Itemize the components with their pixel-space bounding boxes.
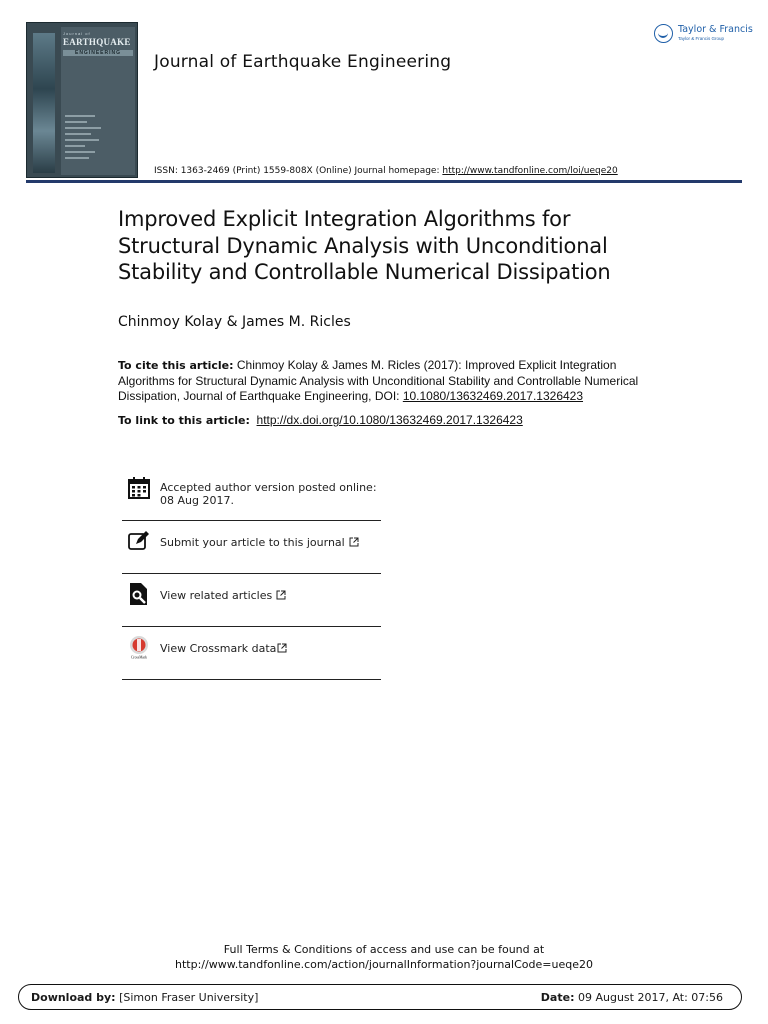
related-articles-link[interactable]: View related articles (160, 589, 273, 602)
download-by (31, 991, 258, 1004)
search-document-icon (127, 582, 151, 606)
issn-line (154, 166, 618, 176)
journal-homepage-link[interactable]: http://www.tandfonline.com/loi/ueqe20 (442, 166, 618, 176)
publisher-name: Taylor & Francis (678, 24, 753, 35)
external-link-icon (277, 643, 287, 653)
issn-text: ISSN: 1363-2469 (Print) 1559-808X (Online) Journal homepage: (154, 166, 443, 176)
cite-label: To cite this article: (118, 359, 234, 372)
article-title: Improved Explicit Integration Algorithms for Structural Dynamic Analysis with Unconditional Stability and Controllable Numerical Dissipation (118, 207, 611, 284)
info-item-accepted (122, 468, 381, 521)
external-link-icon (349, 537, 359, 547)
cover-title-text: EARTHQUAKE (63, 37, 131, 47)
download-date (541, 991, 723, 1004)
terms-link[interactable]: http://www.tandfonline.com/action/journalInformation?journalCode=ueqe20 (175, 958, 593, 971)
journal-cover-image (26, 22, 138, 178)
cover-small-text: Journal of (63, 31, 91, 36)
submit-article-link[interactable]: Submit your article to this journal (160, 536, 345, 549)
cover-text-lines (65, 115, 105, 163)
terms-line-1: Full Terms & Conditions of access and use can be found at (223, 943, 545, 956)
article-link-block (118, 413, 523, 427)
cover-column-graphic (33, 33, 55, 173)
info-item-submit[interactable] (122, 521, 381, 574)
edit-icon (127, 529, 151, 553)
publisher-subname: Taylor & Francis Group (678, 36, 725, 41)
info-item-label (160, 590, 286, 603)
article-authors: Chinmoy Kolay & James M. Ricles (118, 314, 351, 330)
crossmark-link[interactable]: View Crossmark data (160, 642, 277, 655)
citation-block (118, 358, 658, 405)
cover-band-text: ENGINEERING (63, 50, 133, 56)
download-info-bar (18, 984, 742, 1010)
download-value: [Simon Fraser University] (115, 991, 259, 1004)
date-value: 09 August 2017, At: 07:56 (574, 991, 723, 1004)
download-label: Download by: (31, 991, 116, 1004)
info-item-label (160, 537, 359, 550)
external-link-icon (276, 590, 286, 600)
info-item-label (160, 643, 287, 656)
publisher-logo-icon (654, 24, 673, 43)
header-divider (26, 180, 742, 183)
terms-notice (0, 942, 768, 972)
info-item-label: Accepted author version posted online: 08 Aug 2017. (160, 481, 377, 507)
link-label: To link to this article: (118, 414, 250, 427)
cite-doi-link[interactable]: 10.1080/13632469.2017.1326423 (402, 389, 584, 404)
info-item-related[interactable] (122, 574, 381, 627)
crossmark-icon (127, 635, 151, 659)
article-doi-link[interactable]: http://dx.doi.org/10.1080/13632469.2017.1326423 (256, 413, 523, 427)
journal-title: Journal of Earthquake Engineering (154, 52, 452, 72)
info-item-crossmark[interactable] (122, 627, 381, 680)
cite-text: Chinmoy Kolay & James M. Ricles (2017): Improved Explicit Integration Algorithms for Structural Dynamic Analysis with Unconditional Stability and Controllable Numerical Dissipation, Journal of Earthquake Engineering, DOI: (118, 358, 639, 404)
date-label: Date: (540, 991, 575, 1004)
crossmark-caption: CrossMark (131, 655, 147, 659)
calendar-icon (127, 476, 151, 500)
